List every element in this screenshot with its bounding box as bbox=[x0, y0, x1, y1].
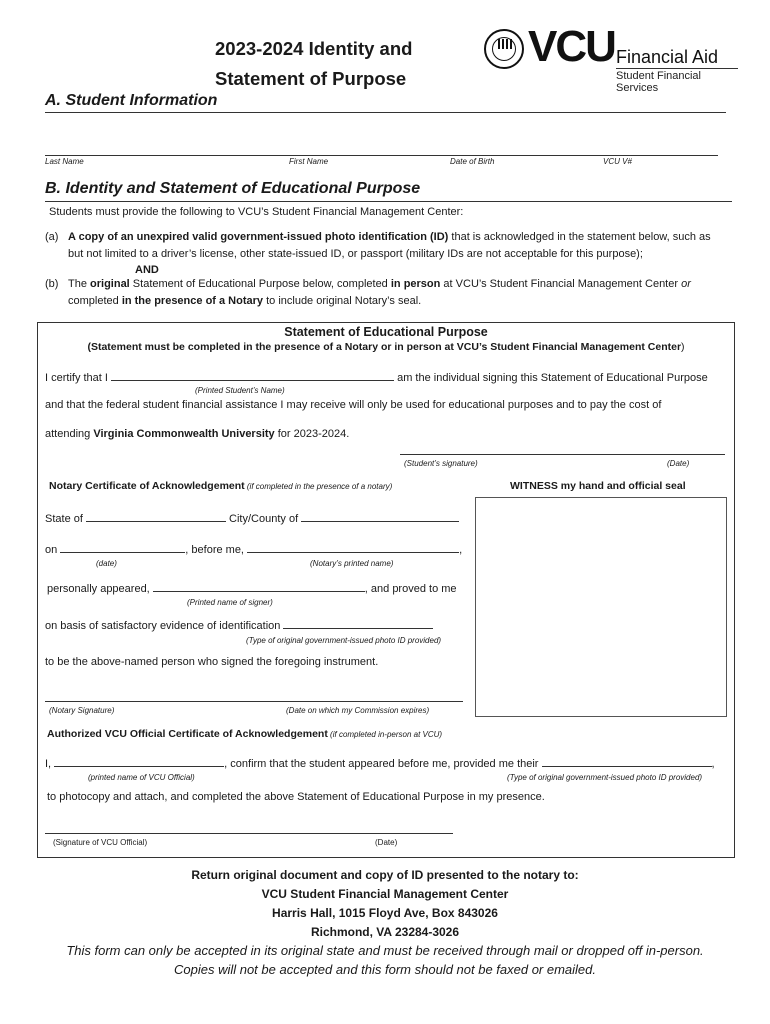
notary-signature-line[interactable] bbox=[45, 701, 463, 702]
notary-name-label: (Notary’s printed name) bbox=[310, 559, 394, 568]
logo-subunit: Student Financial Services bbox=[616, 70, 701, 94]
acceptance-notice-line2: Copies will not be accepted and this form should not be faxed or emailed. bbox=[173, 962, 597, 977]
statement-title: Statement of Educational Purpose bbox=[284, 325, 488, 339]
state-county-line: State of City/County of bbox=[45, 510, 459, 529]
notary-heading: Notary Certificate of Acknowledgement (if completed in the presence of a notary) bbox=[49, 480, 393, 492]
student-name-field[interactable] bbox=[111, 370, 394, 381]
form-title-line1: 2023-2024 Identity and bbox=[215, 38, 413, 59]
dob-label: Date of Birth bbox=[450, 157, 495, 166]
witness-label: WITNESS my hand and official seal bbox=[510, 480, 686, 492]
notary-date-field[interactable] bbox=[60, 542, 185, 553]
notary-name-field[interactable] bbox=[247, 542, 459, 553]
signer-name-label: (Printed name of signer) bbox=[187, 598, 273, 607]
basis-line: on basis of satisfactory evidence of identification bbox=[45, 617, 433, 636]
return-org: VCU Student Financial Management Center bbox=[261, 887, 509, 901]
vcu-confirm-line: I, , confirm that the student appeared before me, provided me their , bbox=[45, 758, 715, 770]
photocopy-line: to photocopy and attach, and completed the above Statement of Educational Purpose in my presence. bbox=[47, 791, 545, 803]
official-signature-line[interactable] bbox=[45, 833, 453, 834]
section-a-heading: A. Student Information bbox=[45, 92, 218, 109]
form-title-line2: Statement of Purpose bbox=[215, 68, 407, 89]
logo-wordmark: VCU bbox=[528, 22, 615, 71]
id-type-label: (Type of original government-issued photo ID provided) bbox=[246, 636, 442, 645]
section-a-rule bbox=[45, 112, 726, 113]
form-title bbox=[215, 34, 412, 94]
acceptance-notice bbox=[0, 941, 770, 979]
acceptance-notice-line1: This form can only be accepted in its original state and must be received through mail or dropped off in-person. bbox=[66, 943, 704, 958]
last-name-label: Last Name bbox=[45, 157, 84, 166]
statement-line3: attending Virginia Commonwealth University for 2023-2024. bbox=[45, 428, 350, 440]
official-name-label: (printed name of VCU Official) bbox=[88, 773, 195, 782]
state-field[interactable] bbox=[86, 511, 226, 522]
student-signature-label: (Student’s signature) bbox=[404, 459, 478, 468]
section-b-intro: Students must provide the following to VCU’s Student Financial Management Center: bbox=[49, 206, 464, 218]
certify-line: I certify that I am the individual signing this Statement of Educational Purpose bbox=[45, 372, 708, 384]
city-county-field[interactable] bbox=[301, 511, 459, 522]
section-b-rule bbox=[45, 201, 732, 202]
university-seal-icon bbox=[484, 29, 524, 69]
return-city: Richmond, VA 23284-3026 bbox=[310, 925, 460, 939]
vcu-id-type-field[interactable] bbox=[542, 756, 712, 767]
return-address bbox=[0, 866, 770, 942]
signer-name-field[interactable] bbox=[153, 581, 365, 592]
vcu-id-type-label: (Type of original government-issued photo ID provided) bbox=[507, 773, 703, 782]
requirement-b: (b) The original Statement of Educational Purpose below, completed in person at VCU’s Student Financial Management Center or bbox=[45, 278, 691, 290]
return-instruction: Return original document and copy of ID presented to the notary to: bbox=[191, 868, 579, 882]
statement-line2: and that the federal student financial assistance I may receive will only be used for educational purposes and to pay the cost of bbox=[45, 399, 662, 411]
first-name-label: First Name bbox=[289, 157, 329, 166]
id-type-field[interactable] bbox=[283, 618, 433, 629]
return-street: Harris Hall, 1015 Floyd Ave, Box 843026 bbox=[272, 906, 498, 920]
notary-date-line: on , before me, , bbox=[45, 544, 463, 556]
notary-seal-box[interactable] bbox=[475, 497, 727, 717]
logo-unit: Financial Aid bbox=[616, 47, 719, 67]
official-name-field[interactable] bbox=[54, 756, 224, 767]
official-signature-label: (Signature of VCU Official) bbox=[53, 838, 148, 847]
requirement-b-line2: completed in the presence of a Notary to include original Notary’s seal. bbox=[68, 295, 422, 307]
statement-subtitle: (Statement must be completed in the presence of a Notary or in person at VCU’s Student Financial Management Center) bbox=[87, 341, 685, 353]
vcu-financial-aid-logo bbox=[484, 22, 744, 94]
printed-name-label: (Printed Student’s Name) bbox=[195, 386, 285, 395]
appeared-line: personally appeared, , and proved to me bbox=[47, 583, 457, 595]
student-info-line[interactable] bbox=[45, 155, 718, 156]
commission-label: (Date on which my Commission expires) bbox=[286, 706, 430, 715]
vcu-official-heading: Authorized VCU Official Certificate of Acknowledgement (if completed in-person at VCU) bbox=[47, 728, 443, 740]
and-label: AND bbox=[135, 264, 159, 276]
requirement-a-line2: but not limited to a driver’s license, other state-issued ID, or passport (military IDs are not acceptable for this purpose); bbox=[68, 248, 643, 260]
vcu-id-label: VCU V# bbox=[603, 157, 632, 166]
notary-signature-label: (Notary Signature) bbox=[49, 706, 115, 715]
requirement-a: (a) A copy of an unexpired valid government-issued photo identification (ID) that is acknowledged in the statement below, such as bbox=[45, 231, 711, 243]
official-date-label: (Date) bbox=[375, 838, 398, 847]
notary-date-label: (date) bbox=[96, 559, 117, 568]
section-b-heading: B. Identity and Statement of Educational Purpose bbox=[45, 180, 421, 197]
student-signature-line[interactable] bbox=[400, 454, 725, 455]
student-date-label: (Date) bbox=[667, 459, 690, 468]
above-named-line: to be the above-named person who signed the foregoing instrument. bbox=[45, 656, 379, 668]
